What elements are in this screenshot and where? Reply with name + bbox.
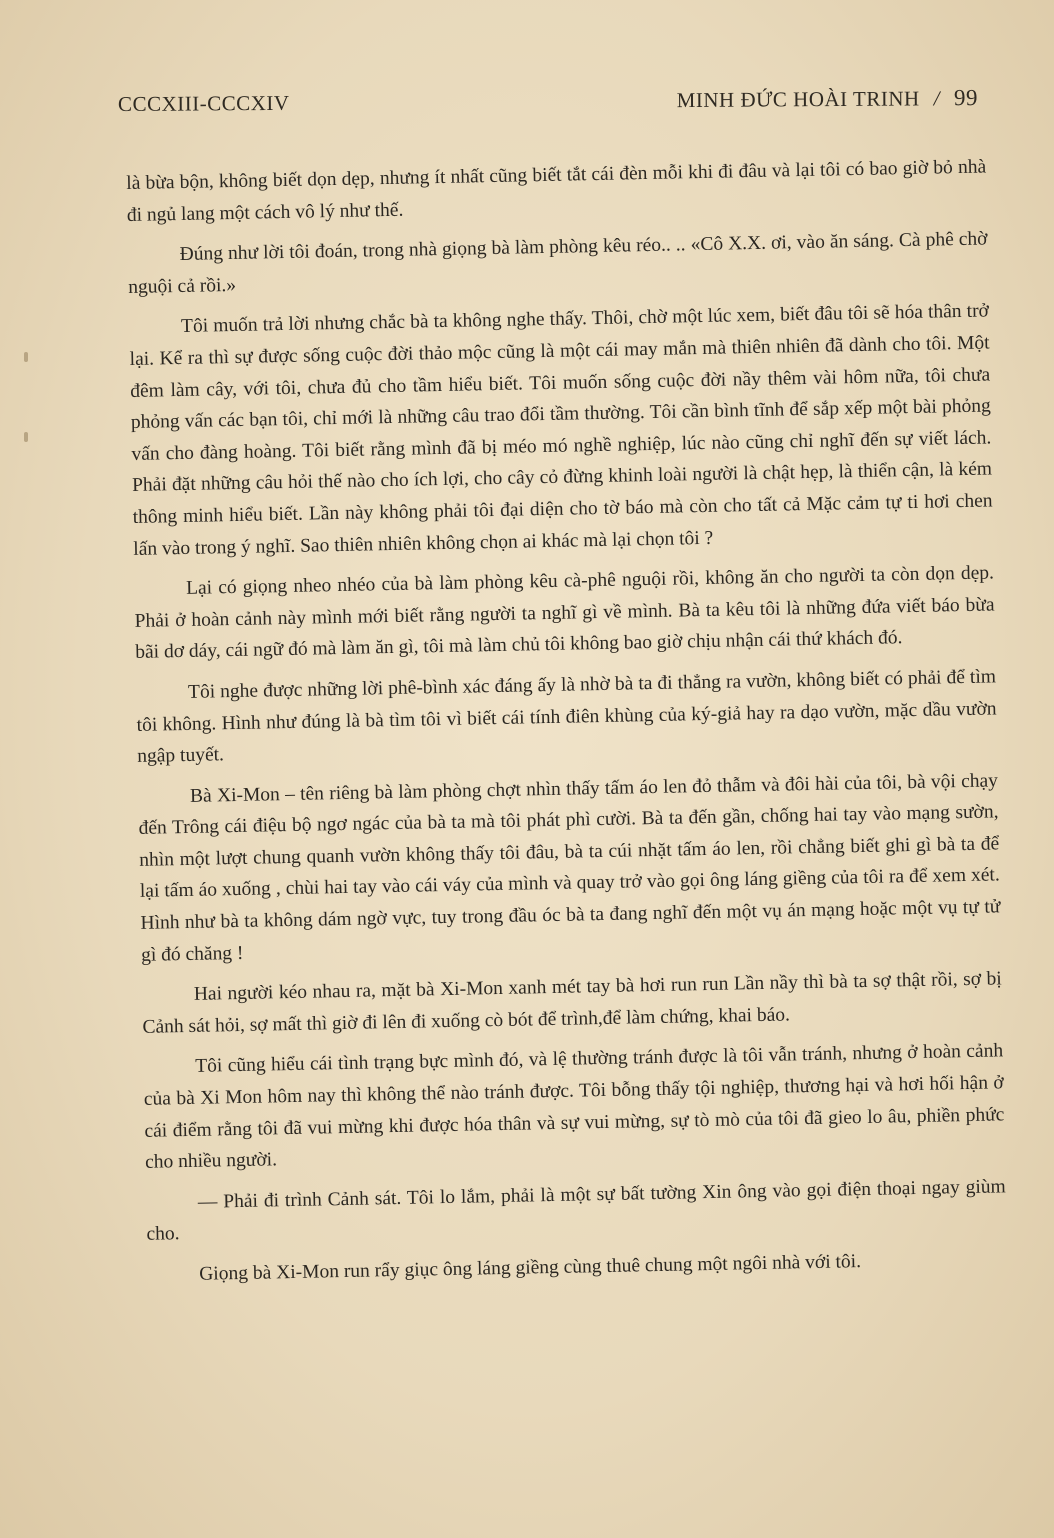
page-edge-mark xyxy=(24,352,28,362)
body-text xyxy=(126,151,1008,1300)
paragraph: Tôi cũng hiểu cái tình trạng bực mình đó, và lệ thường tránh được là tôi vẫn tránh, nhưng ở hoàn cảnh của bà Xi Mon hôm nay thì không thể nào tránh được. Tôi bỗng thấy tội nghiệp, thương hại và hơi hối hận ở cái điểm rằng tôi đã vui mừng khi được hóa thân và sự vui mừng, sự tò mò của tôi đã gieo lo âu, phiền phức cho nhiều người. xyxy=(143,1040,1005,1174)
paragraph: Đúng như lời tôi đoán, trong nhà giọng bà làm phòng kêu réo.. .. «Cô X.X. ơi, vào ăn sáng. Cà phê chờ nguội cả rồi.» xyxy=(128,228,988,298)
paragraph: — Phải đi trình Cảnh sát. Tôi lo lắm, phải là một sự bất tường Xin ông vào gọi điện thoại ngay giùm cho. xyxy=(146,1176,1006,1246)
page-edge-mark xyxy=(24,432,28,442)
running-header xyxy=(118,85,978,117)
book-title: MINH ĐỨC HOÀI TRINH xyxy=(676,86,920,113)
header-separator: / xyxy=(933,86,941,111)
paragraph: Bà Xi-Mon – tên riêng bà làm phòng chợt nhìn thấy tấm áo len đỏ thẫm và đôi hài của tôi, bà vội chạy đến Trông cái điệu bộ ngơ ngác của bà ta mà tôi phát phì cười. Bà ta đến gần, chống hai tay vào mạng sườn, nhìn một lượt chung quanh vườn không thấy tôi đâu, bà ta cúi nhặt tấm áo len, rồi chẳng biết ghi gì bà ta để lại tấm áo xuống , chùi hai tay vào cái váy của mình và quay trở vào gọi ông láng giềng của tôi ra để xem xét. Hình như bà ta không dám ngờ vực, tuy trong đầu óc bà ta đang nghĩ đến một vụ án mạng hoặc một vụ tự tử gì đó chăng ! xyxy=(138,770,1001,966)
paragraph: Hai người kéo nhau ra, mặt bà Xi-Mon xanh mét tay bà hơi run run Lần nầy thì bà ta sợ thật rồi, sợ bị Cảnh sát hỏi, sợ mất thì giờ đi lên đi xuống cò bót để trình,để làm chứng, khai báo. xyxy=(142,968,1002,1038)
paragraph: Tôi muốn trả lời nhưng chắc bà ta không nghe thấy. Thôi, chờ một lúc xem, biết đâu tôi sẽ hóa thân trở lại. Kể ra thì sự được sống cuộc đời thảo mộc cũng là một cái may mắn mà thiên nhiên đã dành cho tôi. Một đêm làm cây, với tôi, chưa đủ cho tầm hiểu biết. Tôi muốn sống cuộc đời nầy thêm vài hôm nữa, tôi chưa phỏng vấn các bạn tôi, chỉ mới là những câu trao đổi tầm thường. Tôi cần bình tĩnh để sắp xếp một bài phỏng vấn cho đàng hoàng. Tôi biết rằng mình đã bị méo mó nghề nghiệp, lúc nào cũng chỉ nghĩ đến sự viết lách. Phải đặt những câu hỏi thế nào cho ích lợi, cho cây cỏ đừng khinh loài người là chật hẹp, là thiển cận, là kém thông minh hiểu biết. Lần này không phải tôi đại diện cho tờ báo mà còn cho tất cả Mặc cảm tự ti hơi chen lấn vào trong ý nghĩ. Sao thiên nhiên không chọn ai khác mà lại chọn tôi ? xyxy=(129,300,993,560)
page-number: 99 xyxy=(953,84,979,111)
chapter-range: CCCXIII-CCCXIV xyxy=(117,90,290,117)
paragraph: Tôi nghe được những lời phê-bình xác đáng ấy là nhờ bà ta đi thẳng ra vườn, không biết có phải để tìm tôi không. Hình như đúng là bà tìm tôi vì biết cái tính điên khùng của ký-giả hay ra dạo vườn, mặc dầu vườn ngập tuyết. xyxy=(136,666,997,767)
header-right xyxy=(677,85,979,113)
paragraph: Giọng bà Xi-Mon run rẩy giục ông láng giềng cùng thuê chung một ngôi nhà với tôi. xyxy=(199,1251,862,1285)
paragraph: là bừa bộn, không biết dọn dẹp, nhưng ít nhất cũng biết tắt cái đèn mỗi khi đi đâu và lại tôi có bao giờ bỏ nhà đi ngủ lang một cách vô lý như thế. xyxy=(126,156,987,226)
paragraph: Lại có giọng nheo nhéo của bà làm phòng kêu cà-phê nguội rồi, không ăn cho người ta còn dọn dẹp. Phải ở hoàn cảnh này mình mới biết rằng người ta nghĩ gì về mình. Bà ta kêu tôi là những đứa viết báo bừa bãi dơ dáy, cái ngữ đó mà làm ăn gì, tôi mà làm chủ tôi không bao giờ chịu nhận cái thứ khách đó. xyxy=(134,562,995,664)
